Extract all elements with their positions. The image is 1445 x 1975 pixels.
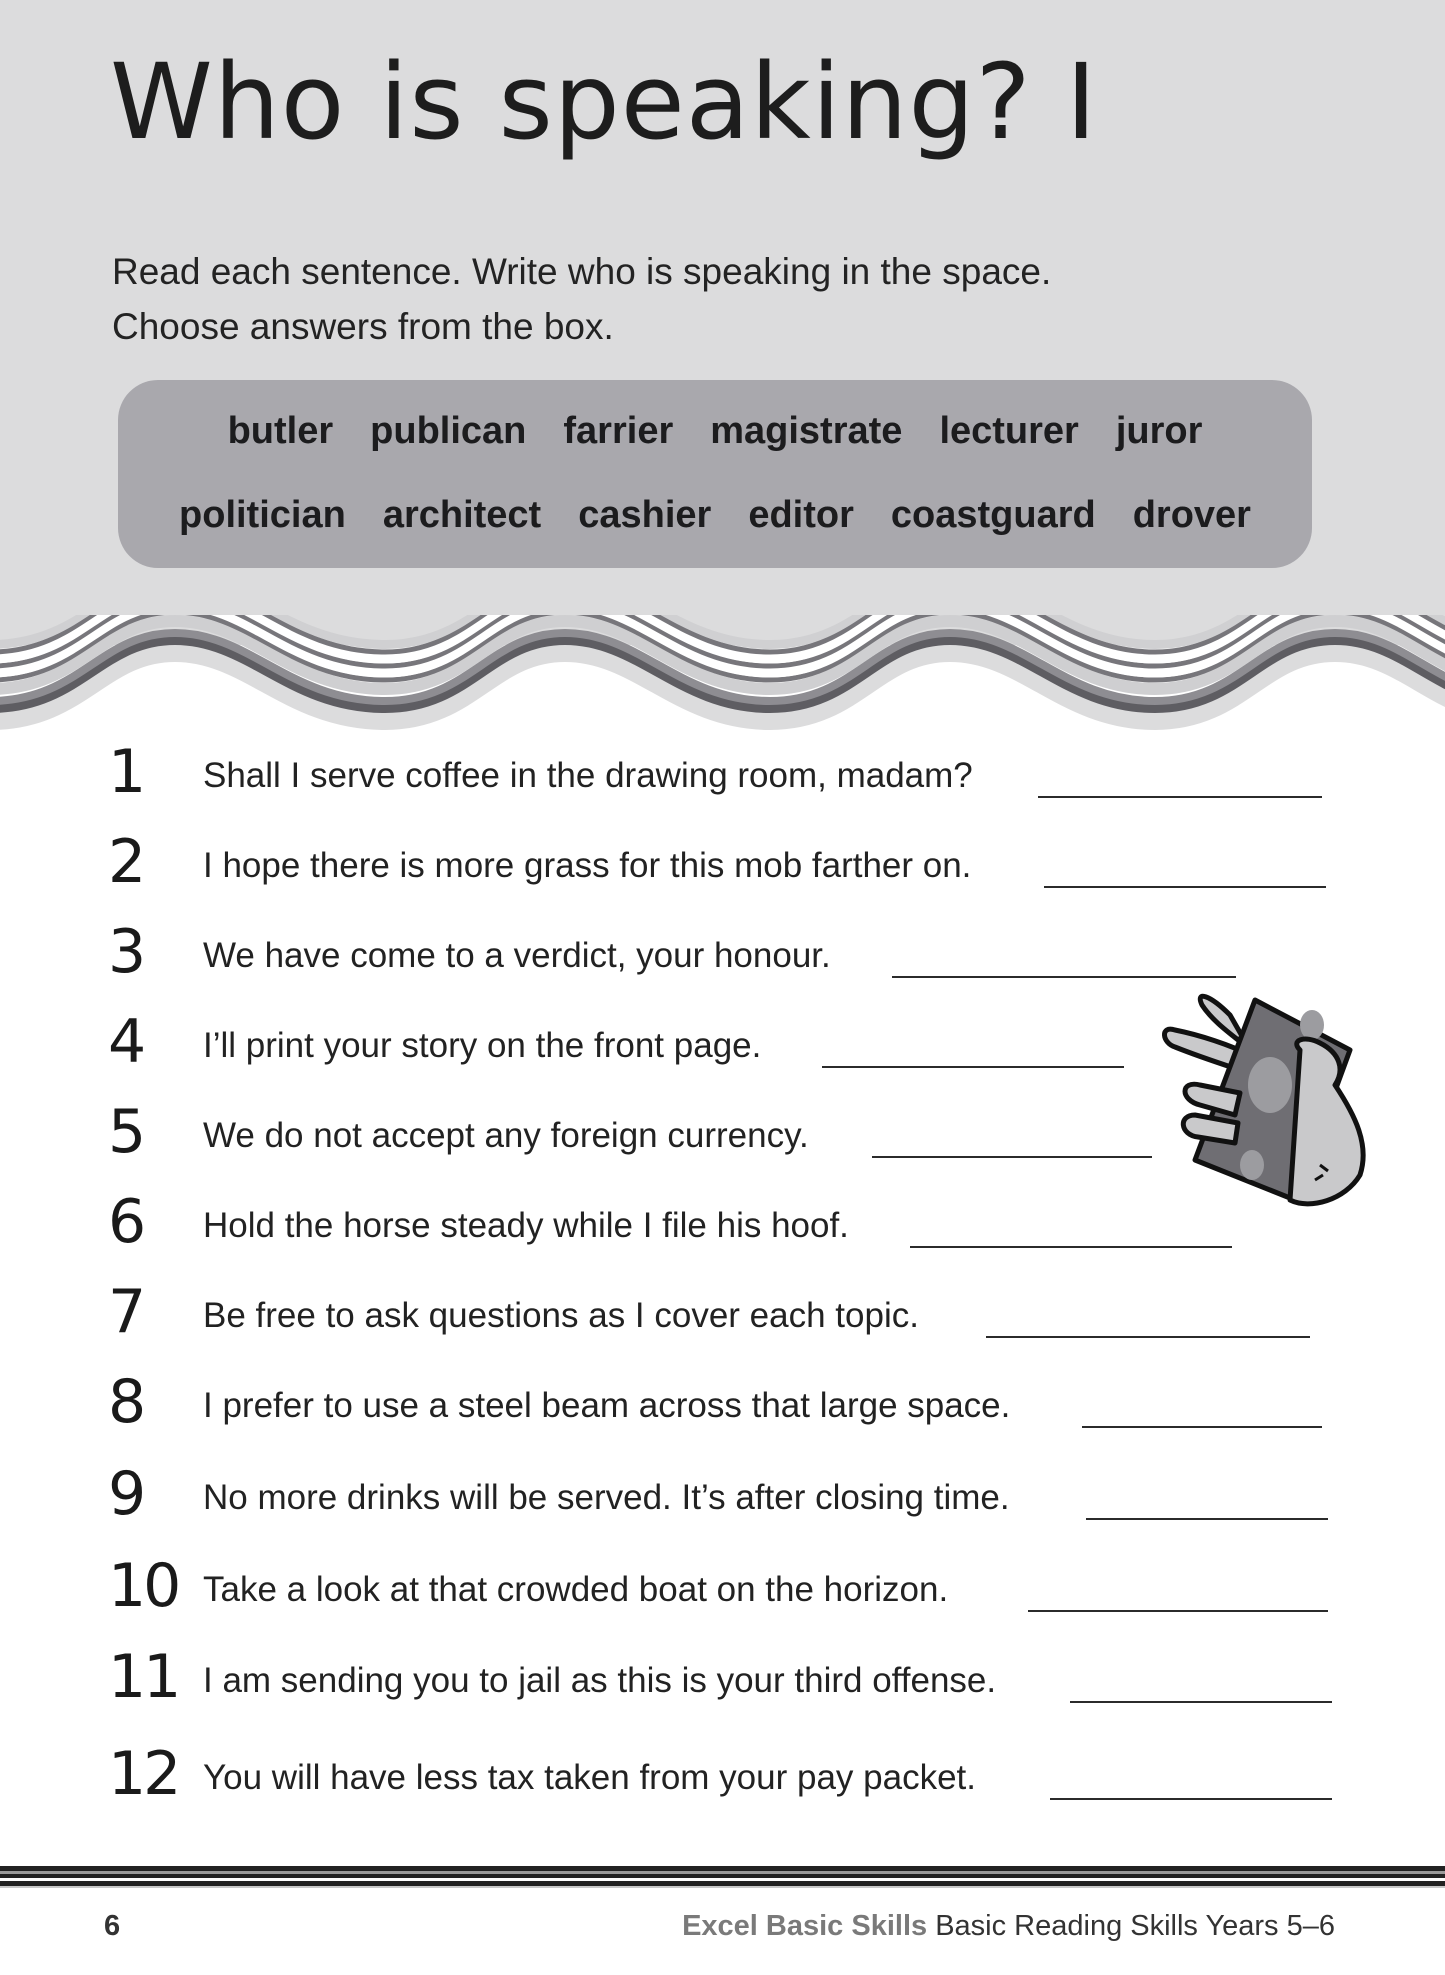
question-number: 8 — [108, 1367, 144, 1437]
question-text: You will have less tax taken from your pay packet. — [203, 1758, 976, 1797]
word-option: architect — [382, 494, 542, 536]
question-text: We do not accept any foreign currency. — [203, 1116, 809, 1155]
answer-blank[interactable] — [822, 1066, 1124, 1068]
question-row — [0, 812, 1445, 897]
answer-blank[interactable] — [1038, 796, 1322, 798]
question-number: 9 — [108, 1459, 144, 1529]
question-text: I hope there is more grass for this mob farther on. — [203, 846, 972, 885]
question-text: I prefer to use a steel beam across that large space. — [203, 1386, 1011, 1425]
answer-blank[interactable] — [1028, 1610, 1328, 1612]
word-option: cashier — [578, 494, 712, 536]
question-number: 2 — [108, 827, 144, 897]
answer-blank[interactable] — [872, 1156, 1152, 1158]
question-row — [0, 1724, 1445, 1809]
answer-blank[interactable] — [910, 1246, 1232, 1248]
word-row-2 — [118, 494, 1312, 537]
question-number: 3 — [108, 917, 144, 987]
answer-word-box — [118, 380, 1312, 568]
book-credit — [682, 1910, 1335, 1943]
word-row-1 — [118, 410, 1312, 453]
question-number: 11 — [108, 1642, 179, 1712]
footer-divider — [0, 1866, 1445, 1890]
answer-blank[interactable] — [1050, 1798, 1332, 1800]
hand-holding-banknote-icon — [1140, 975, 1380, 1215]
answer-blank[interactable] — [1070, 1701, 1332, 1703]
question-text: Hold the horse steady while I file his hoof. — [203, 1206, 849, 1245]
question-row — [0, 1627, 1445, 1712]
question-number: 6 — [108, 1187, 144, 1257]
brand-name: Excel Basic Skills — [682, 1910, 928, 1942]
answer-blank[interactable] — [986, 1336, 1310, 1338]
question-number: 7 — [108, 1277, 144, 1347]
question-number: 1 — [108, 737, 144, 807]
instruction-line-2: Choose answers from the box. — [112, 306, 614, 347]
question-text: We have come to a verdict, your honour. — [203, 936, 831, 975]
question-text: Shall I serve coffee in the drawing room, madam? — [203, 756, 973, 795]
answer-blank[interactable] — [1082, 1426, 1322, 1428]
page-title: Who is speaking? I — [110, 41, 1098, 163]
page-number: 6 — [104, 1910, 121, 1942]
question-number: 5 — [108, 1097, 144, 1167]
question-text: I’ll print your story on the front page. — [203, 1026, 762, 1065]
question-number: 12 — [108, 1739, 179, 1809]
question-number: 4 — [108, 1007, 144, 1077]
question-row — [0, 722, 1445, 807]
word-option: coastguard — [890, 494, 1096, 536]
question-text: Take a look at that crowded boat on the horizon. — [203, 1570, 949, 1609]
answer-blank[interactable] — [1044, 886, 1326, 888]
book-title: Basic Reading Skills Years 5–6 — [927, 1910, 1335, 1942]
word-option: editor — [748, 494, 854, 536]
word-option: publican — [370, 410, 527, 452]
question-text: I am sending you to jail as this is your third offense. — [203, 1661, 997, 1700]
instruction-line-1: Read each sentence. Write who is speaking in the space. — [112, 251, 1052, 292]
wave-divider — [0, 585, 1445, 735]
word-option: lecturer — [939, 410, 1079, 452]
question-row — [0, 1444, 1445, 1529]
word-option: magistrate — [710, 410, 903, 452]
word-option: farrier — [563, 410, 674, 452]
question-text: Be free to ask questions as I cover each topic. — [203, 1296, 919, 1335]
question-row — [0, 1262, 1445, 1347]
answer-blank[interactable] — [1086, 1518, 1328, 1520]
question-row — [0, 1536, 1445, 1621]
word-option: juror — [1115, 410, 1203, 452]
question-number: 10 — [108, 1551, 179, 1621]
word-option: politician — [179, 494, 346, 536]
word-option: drover — [1132, 494, 1251, 536]
question-row — [0, 1352, 1445, 1437]
instructions — [112, 244, 1262, 354]
question-row — [0, 902, 1445, 987]
question-text: No more drinks will be served. It’s after closing time. — [203, 1478, 1010, 1517]
word-option: butler — [227, 410, 334, 452]
